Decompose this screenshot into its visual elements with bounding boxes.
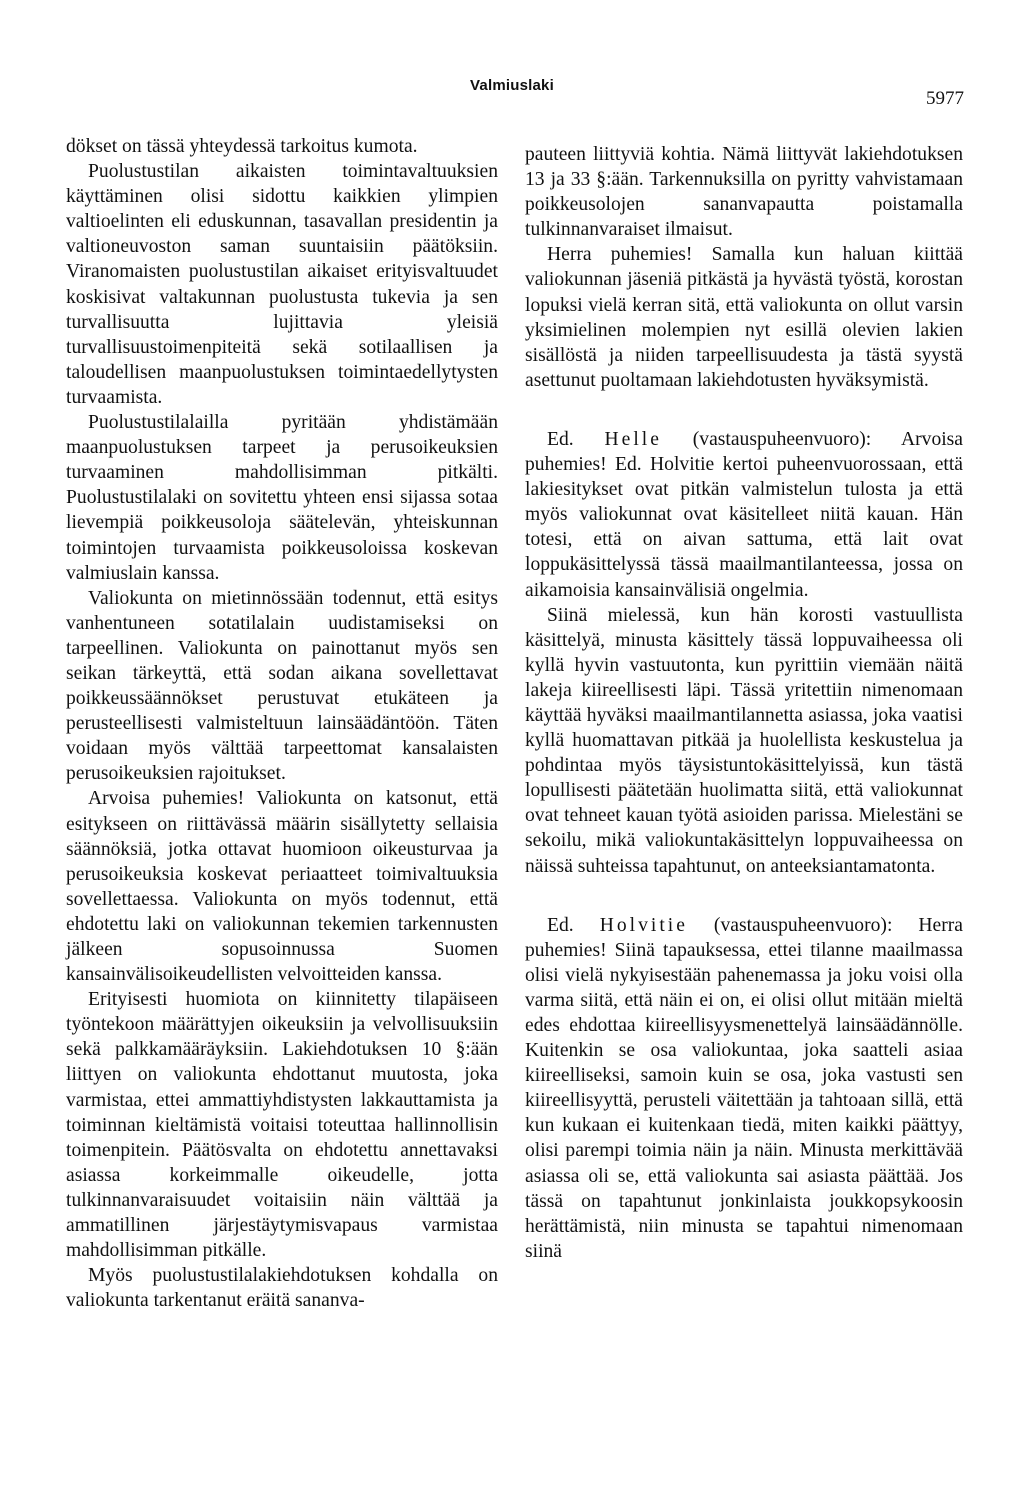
- paragraph: Arvoisa puhemies! Valiokunta on katsonut, että esitykseen on riittävässä määrin sisällytetty sellaisia säännöksiä, jotka ottavat huomioon oikeusturvaa ja perusoikeuksia koskevat periaatteet toimivaltuuksia sovellettaessa. Valiokunta on myös todennut, että ehdotettu laki on valiokunnan tekemien tarkennusten jälkeen sopusoinnussa Suomen kansainvälisoikeudellisten velvoitteiden kanssa.: [66, 788, 498, 986]
- paragraph: pauteen liittyviä kohtia. Nämä liittyvät lakiehdotuksen 13 ja 33 §:ään. Tarkennuksilla on pyritty vahvistamaan poikkeusolojen sananvapautta poistamalla tulkinnanvaraiset ilmaisut.: [525, 144, 963, 241]
- paragraph: Siinä mielessä, kun hän korosti vastuullista käsittelyä, minusta käsittely tässä loppuvaiheessa oli kyllä hyvin vastuutonta, kun pyrittiin viemään näitä lakeja kiireellisesti läpi. Tässä yritettiin nimenomaan käyttää hyväksi maailmantilannetta asiassa, joka vaatisi kyllä huomattavan pitkää ja huolellista keskustelua ja pohdintaa myös täysistuntokäsittelyissä, kun tästä lopullisesti päätetään huolimatta siitä, että valiokunnat ovat tehneet kauan työtä asioiden parissa. Mielestäni se sekoilu, mikä valiokuntakäsittelyn loppuvaiheessa on näissä suhteissa tapahtunut, on anteeksiantamatonta.: [525, 604, 963, 877]
- speaker-name: Holvitie: [599, 914, 688, 936]
- speech-text: (vastauspuheenvuoro): Arvoisa puhemies! Ed. Holvitie kertoi puheenvuorossaan, että lakiesitykset ovat pitkän valmistelun tulosta ja että myös valiokunnat ovat käsitelleet niitä kauan. Hän totesi, että on aivan sattuma, että lait ovat loppukäsittelyssä tässä maailmantilanteessa, jossa on aikamoisia kansainvälisiä ongelmia.: [525, 428, 964, 601]
- speech-holvitie: [525, 913, 963, 1264]
- speaker-name: Helle: [604, 428, 662, 450]
- left-column: [66, 134, 498, 1313]
- paragraph: Herra puhemies! Samalla kun haluan kiittää valiokunnan jäseniä pitkästä ja hyvästä työstä, korostan lopuksi vielä kerran sitä, että valiokunta on ollut varsin yksimielinen molempien nyt esillä olevien lakien sisällöstä ja niiden tarpeellisuudesta ja tästä syystä asettunut puoltamaan lakiehdotusten hyväksymistä.: [525, 244, 963, 391]
- paragraph: dökset on tässä yhteydessä tarkoitus kumota.: [66, 136, 418, 157]
- speaker-prefix: Ed.: [547, 914, 574, 936]
- paragraph: Myös puolustustilalakiehdotuksen kohdalla on valiokunta tarkentanut eräitä sananva-: [66, 1265, 498, 1312]
- speaker-prefix: Ed.: [547, 428, 574, 450]
- paragraph: Puolustustilalailla pyritään yhdistämään maanpuolustuksen tarpeet ja perusoikeuksien turvaaminen mahdollisimman pitkälti. Puolustustilalaki on sovitettu yhteen ensi sijassa sotaa lievempiä poikkeusoloja säätelevän, yhteiskunnan toimintojen turvaamista poikkeusoloissa koskevan valmiuslain kanssa.: [66, 412, 498, 584]
- speech-helle: [525, 427, 963, 603]
- page-number: 5977: [926, 88, 964, 109]
- section-gap: [525, 879, 963, 913]
- paragraph: Puolustustilan aikaisten toimintavaltuuksien käyttäminen olisi sidottu kaikkien ylimpien valtioelinten eli eduskunnan, tasavallan presidentin ja valtioneuvoston saman suuntaisiin päätöksiin. Viranomaisten puolustustilan aikaiset erityisvaltuudet koskisivat valtakunnan puolustusta tukevia ja sen turvallisuutta lujittavia yleisiä turvallisuustoimenpiteitä sekä sotilaallisen ja taloudellisen maanpuolustuksen toimintaedellytysten turvaamista.: [66, 161, 498, 408]
- running-header-title: Valmiuslaki: [470, 77, 554, 94]
- speech-text: (vastauspuheenvuoro): Herra puhemies! Siinä tapauksessa, ettei tilanne maailmassa olisi vielä nykyisestään pahenemassa ja joku voisi olla varma siitä, että näin ei on, ei olisi ollut mitään mieltä edes ehdottaa kiireellisyysmenettelyä lainsäädännölle. Kuitenkin se osa valiokuntaa, joka saatteli asiaa kiireelliseksi, samoin kuin se osa, joka vastusti sen kiireellisyyttä, perusteli väitettään ja tahtoaan sillä, että kun kukaan ei kuitenkaan tiedä, miten kaikki päättyy, olisi parempi toimia näin ja näin. Minusta merkittävää asiassa oli se, että valiokunta sai asiasta päättää. Jos tässä on tapahtunut jonkinlaista joukkopsykoosin herättämistä, niin minusta se tapahtui nimenomaan siinä: [525, 914, 963, 1262]
- paragraph: Erityisesti huomiota on kiinnitetty tilapäiseen työntekoon määrättyjen oikeuksiin ja velvollisuuksiin sekä palkkamääräyksiin. Lakiehdotuksen 10 §:ään liittyen on valiokunta ehdottanut muutosta, joka varmistaa, ettei ammattiyhdistysten lakkauttamista ja toiminnan kieltämistä voitaisi toteuttaa hallinnollisin toimenpitein. Päätösvalta on ehdotettu annettavaksi asiassa korkeimmalle oikeudelle, jotta tulkinnanvaraisuudet voitaisiin näin välttää ja ammatillinen järjestäytymisvapaus varmistaa mahdollisimman pitkälle.: [66, 989, 498, 1262]
- right-column: [525, 142, 963, 1264]
- section-gap: [525, 393, 963, 427]
- paragraph: Valiokunta on mietinnössään todennut, että esitys vanhentuneen sotatilalain uudistamiseksi on tarpeellinen. Valiokunta on painottanut myös sen seikan tärkeyttä, että sodan aikana sovellettavat poikkeussäännökset perustuvat etukäteen ja perusteellisesti valmisteltuun lainsäädäntöön. Täten voidaan myös välttää tarpeettomat kansalaisten perusoikeuksien rajoitukset.: [66, 587, 498, 785]
